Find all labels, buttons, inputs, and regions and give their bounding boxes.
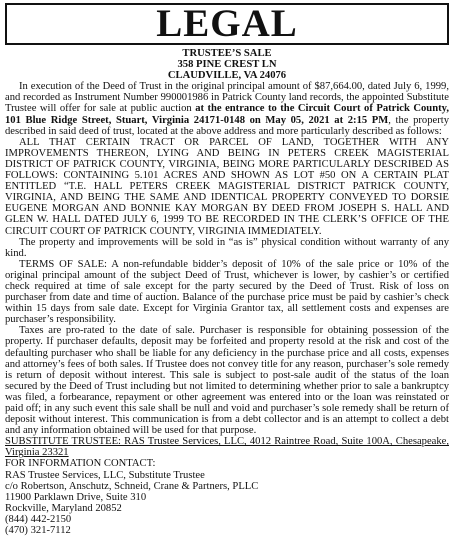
substitute-trustee: SUBSTITUTE TRUSTEE: RAS Trustee Services, LLC, 4012 Raintree Road, Suite 100A, Chesapeake, Virginia 23321 <box>5 436 449 459</box>
condition-paragraph: The property and improvements will be sold in “as is” physical condition without warranty of any kind. <box>5 236 449 259</box>
execution-text-end: , the property described in said deed of trust, located at the above address and more particularly described as follows: <box>5 114 449 137</box>
contact-line: c/o Robertson, Anschutz, Schneid, Crane & Partners, PLLC <box>5 480 259 492</box>
execution-paragraph <box>5 81 449 136</box>
legal-banner <box>5 3 449 45</box>
contact-heading: FOR INFORMATION CONTACT: <box>5 458 156 470</box>
taxes-paragraph: Taxes are pro-rated to the date of sale. Purchaser is responsible for obtaining possession of the property. If purchaser defaults, deposit may be forfeited and property resold at the risk and cost of the defaulting purchaser who shall be liable for any deficiency in the purchase price and all costs, expenses and attorney’s fees of both sales. If Trustee does not convey title for any reason, purchaser’s sole remedy is return of deposit without interest. This sale is subject to post-sale audit of the status of the loan secured by the Deed of Trust including but not limited to determining whether prior to sale a bankruptcy was filed, a forbearance, repayment or other agreement was entered into or the loan was reinstated or paid off; in any such event this sale shall be null and void and purchaser’s sole remedy shall be return of deposit without interest. This communication is from a debt collector and is an attempt to collect a debt and any information obtained will be used for that purpose. <box>5 325 449 437</box>
sale-address-street: 358 PINE CREST LN <box>177 59 277 71</box>
terms-paragraph: TERMS OF SALE: A non-refundable bidder’s deposit of 10% of the sale price or 10% of the original principal amount of the subject Deed of Trust, whichever is lower, by cashier’s or certified check required at time of sale except for the party secured by the Deed of Trust. Risk of loss on purchaser from date and time of auction. Balance of the purchase price must be paid by cashier’s check within 15 days from sale date. Except for Virginia Grantor tax, all settlement costs and expenses are purchaser’s responsibility. <box>5 258 449 326</box>
sale-title: TRUSTEE’S SALE <box>182 48 272 59</box>
contact-phone: (470) 321-7112 <box>5 525 71 537</box>
contact-line: Rockville, Maryland 20852 <box>5 502 122 514</box>
legal-notice <box>5 3 449 543</box>
auction-location: at the entrance to the Circuit Court of Patrick County, 101 Blue Ridge Street, Stuart, Virginia 24171-0148 on May 05, 2021 at 2:15 PM <box>5 103 449 126</box>
legal-description: ALL THAT CERTAIN TRACT OR PARCEL OF LAND, TOGETHER WITH ANY IMPROVEMENTS THEREON, LYING AND BEING IN PETERS CREEK MAGISTERIAL DISTRICT OF PATRICK COUNTY, VIRGINIA, BEING MORE PARTICULARLY DESCRIBED AS FOLLOWS: CONTAINING 5.101 ACRES AND SHOWN AS LOT #50 ON A CERTAIN PLAT ENTITLED “T.E. HALL PETERS CREEK MAGISTERIAL DISTRICT PATRICK COUNTY, VIRGINIA, AND BEING THE SAME AND IDENTICAL PROPERTY CONVEYED TO DORSIE EUGENE MORGAN AND BONNIE KAY MORGAN BY DEED FROM JOSEPH S. HALL AND GLEN W. HALL DATED JULY 6, 1999 TO BE RECORDED IN THE CLERK’S OFFICE OF THE CIRCUIT COURT OF PATRICK COUNTY, VIRGINIA IMMEDIATELY. <box>5 136 449 237</box>
contact-phone: (844) 442-2150 <box>5 513 72 525</box>
contact-line: RAS Trustee Services, LLC, Substitute Trustee <box>5 469 205 481</box>
banner-title: LEGAL <box>156 2 298 45</box>
contact-block <box>5 458 449 536</box>
execution-text: In execution of the Deed of Trust in the original principal amount of $87,664.00, dated July 6, 1999, and recorded as Instrument Number 990001986 in Patrick County land records, the appointed Substitute Trustee will offer for sale at public auction <box>5 81 449 115</box>
sale-address-city: CLAUDVILLE, VA 24076 <box>167 70 287 82</box>
sale-heading <box>5 48 449 81</box>
contact-line: 11900 Parklawn Drive, Suite 310 <box>5 491 147 503</box>
